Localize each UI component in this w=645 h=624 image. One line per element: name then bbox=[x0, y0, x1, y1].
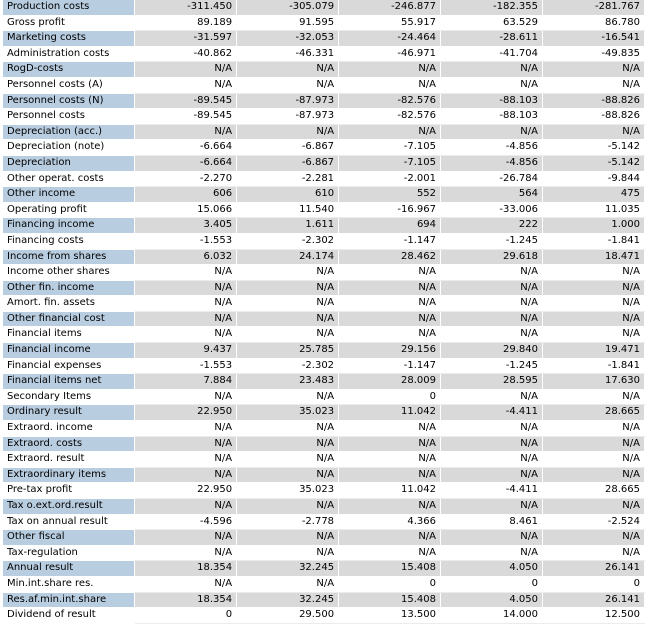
table-row bbox=[3, 62, 645, 78]
cell-value: N/A bbox=[135, 421, 237, 437]
cell-value: N/A bbox=[543, 77, 645, 93]
cell-value: N/A bbox=[135, 545, 237, 561]
table-row bbox=[3, 358, 645, 374]
cell-value: -2.302 bbox=[237, 358, 339, 374]
cell-value: 0 bbox=[543, 576, 645, 592]
financial-table bbox=[3, 0, 645, 624]
cell-value: 28.665 bbox=[543, 405, 645, 421]
cell-value: 222 bbox=[441, 218, 543, 234]
cell-value: -7.105 bbox=[339, 140, 441, 156]
cell-value: 564 bbox=[441, 187, 543, 203]
row-label: Administration costs bbox=[3, 46, 135, 62]
cell-value: 35.023 bbox=[237, 483, 339, 499]
table-row bbox=[3, 109, 645, 125]
cell-value: -88.826 bbox=[543, 93, 645, 109]
cell-value: -4.856 bbox=[441, 140, 543, 156]
cell-value: -4.856 bbox=[441, 155, 543, 171]
cell-value: -281.767 bbox=[543, 0, 645, 15]
cell-value: N/A bbox=[237, 327, 339, 343]
cell-value: -5.142 bbox=[543, 140, 645, 156]
cell-value: -246.877 bbox=[339, 0, 441, 15]
cell-value: -89.545 bbox=[135, 109, 237, 125]
cell-value: 15.408 bbox=[339, 592, 441, 608]
cell-value: 610 bbox=[237, 187, 339, 203]
table-row bbox=[3, 171, 645, 187]
cell-value: N/A bbox=[441, 62, 543, 78]
cell-value: 29.840 bbox=[441, 343, 543, 359]
cell-value: 24.174 bbox=[237, 249, 339, 265]
cell-value: N/A bbox=[135, 530, 237, 546]
cell-value: N/A bbox=[339, 265, 441, 281]
cell-value: -2.270 bbox=[135, 171, 237, 187]
cell-value: 552 bbox=[339, 187, 441, 203]
cell-value: 28.595 bbox=[441, 374, 543, 390]
cell-value: N/A bbox=[543, 530, 645, 546]
cell-value: 18.354 bbox=[135, 592, 237, 608]
cell-value: 28.665 bbox=[543, 483, 645, 499]
cell-value: 89.189 bbox=[135, 15, 237, 31]
cell-value: 17.630 bbox=[543, 374, 645, 390]
cell-value: N/A bbox=[237, 77, 339, 93]
table-row bbox=[3, 140, 645, 156]
cell-value: 23.483 bbox=[237, 374, 339, 390]
table-row bbox=[3, 374, 645, 390]
table-row bbox=[3, 15, 645, 31]
cell-value: N/A bbox=[237, 296, 339, 312]
cell-value: -49.835 bbox=[543, 46, 645, 62]
table-row bbox=[3, 296, 645, 312]
row-label: Tax on annual result bbox=[3, 514, 135, 530]
row-label: Operating profit bbox=[3, 202, 135, 218]
cell-value: -2.281 bbox=[237, 171, 339, 187]
cell-value: -1.841 bbox=[543, 233, 645, 249]
cell-value: -87.973 bbox=[237, 93, 339, 109]
cell-value: 3.405 bbox=[135, 218, 237, 234]
row-label: Financing costs bbox=[3, 233, 135, 249]
row-label: Dividend of result bbox=[3, 608, 135, 624]
row-label: Financial income bbox=[3, 343, 135, 359]
table-row bbox=[3, 0, 645, 15]
cell-value: N/A bbox=[237, 124, 339, 140]
cell-value: 15.408 bbox=[339, 561, 441, 577]
cell-value: N/A bbox=[543, 436, 645, 452]
row-label: Res.af.min.int.share bbox=[3, 592, 135, 608]
cell-value: 0 bbox=[339, 389, 441, 405]
cell-value: N/A bbox=[339, 62, 441, 78]
cell-value: N/A bbox=[441, 389, 543, 405]
cell-value: 35.023 bbox=[237, 405, 339, 421]
cell-value: N/A bbox=[543, 545, 645, 561]
cell-value: 15.066 bbox=[135, 202, 237, 218]
row-label: Depreciation bbox=[3, 155, 135, 171]
row-label: Income other shares bbox=[3, 265, 135, 281]
cell-value: N/A bbox=[543, 311, 645, 327]
cell-value: N/A bbox=[543, 452, 645, 468]
cell-value: N/A bbox=[339, 436, 441, 452]
cell-value: 7.884 bbox=[135, 374, 237, 390]
row-label: Min.int.share res. bbox=[3, 576, 135, 592]
cell-value: 28.462 bbox=[339, 249, 441, 265]
cell-value: N/A bbox=[339, 124, 441, 140]
cell-value: 4.050 bbox=[441, 561, 543, 577]
row-label: Personnel costs bbox=[3, 109, 135, 125]
table-row bbox=[3, 93, 645, 109]
cell-value: -1.245 bbox=[441, 358, 543, 374]
table-row bbox=[3, 311, 645, 327]
cell-value: N/A bbox=[543, 265, 645, 281]
cell-value: -46.331 bbox=[237, 46, 339, 62]
cell-value: 32.245 bbox=[237, 561, 339, 577]
row-label: Depreciation (note) bbox=[3, 140, 135, 156]
cell-value: -305.079 bbox=[237, 0, 339, 15]
cell-value: N/A bbox=[237, 499, 339, 515]
row-label: Amort. fin. assets bbox=[3, 296, 135, 312]
table-row bbox=[3, 31, 645, 47]
table-row bbox=[3, 483, 645, 499]
cell-value: -33.006 bbox=[441, 202, 543, 218]
cell-value: 6.032 bbox=[135, 249, 237, 265]
cell-value: N/A bbox=[339, 327, 441, 343]
cell-value: -31.597 bbox=[135, 31, 237, 47]
cell-value: N/A bbox=[135, 77, 237, 93]
row-label: Financial expenses bbox=[3, 358, 135, 374]
table-row bbox=[3, 514, 645, 530]
cell-value: N/A bbox=[543, 280, 645, 296]
cell-value: N/A bbox=[237, 576, 339, 592]
cell-value: -1.147 bbox=[339, 358, 441, 374]
cell-value: -4.411 bbox=[441, 405, 543, 421]
table-row bbox=[3, 327, 645, 343]
table-row bbox=[3, 77, 645, 93]
cell-value: N/A bbox=[543, 421, 645, 437]
table-row bbox=[3, 499, 645, 515]
cell-value: 606 bbox=[135, 187, 237, 203]
cell-value: -2.001 bbox=[339, 171, 441, 187]
cell-value: -6.664 bbox=[135, 155, 237, 171]
cell-value: 18.471 bbox=[543, 249, 645, 265]
cell-value: N/A bbox=[237, 62, 339, 78]
cell-value: -2.524 bbox=[543, 514, 645, 530]
cell-value: -41.704 bbox=[441, 46, 543, 62]
cell-value: N/A bbox=[237, 545, 339, 561]
cell-value: -4.596 bbox=[135, 514, 237, 530]
row-label: Other fiscal bbox=[3, 530, 135, 546]
cell-value: 22.950 bbox=[135, 405, 237, 421]
table-row bbox=[3, 249, 645, 265]
cell-value: -2.778 bbox=[237, 514, 339, 530]
cell-value: 9.437 bbox=[135, 343, 237, 359]
cell-value: N/A bbox=[339, 545, 441, 561]
cell-value: -5.142 bbox=[543, 155, 645, 171]
cell-value: N/A bbox=[339, 311, 441, 327]
cell-value: N/A bbox=[339, 77, 441, 93]
table-row bbox=[3, 46, 645, 62]
cell-value: 91.595 bbox=[237, 15, 339, 31]
table-row bbox=[3, 608, 645, 624]
cell-value: N/A bbox=[441, 436, 543, 452]
cell-value: N/A bbox=[543, 124, 645, 140]
cell-value: N/A bbox=[237, 452, 339, 468]
cell-value: N/A bbox=[135, 467, 237, 483]
cell-value: N/A bbox=[237, 311, 339, 327]
cell-value: -88.826 bbox=[543, 109, 645, 125]
cell-value: N/A bbox=[135, 499, 237, 515]
cell-value: N/A bbox=[135, 311, 237, 327]
cell-value: N/A bbox=[441, 265, 543, 281]
cell-value: N/A bbox=[135, 62, 237, 78]
row-label: Annual result bbox=[3, 561, 135, 577]
row-label: Ordinary result bbox=[3, 405, 135, 421]
cell-value: N/A bbox=[237, 389, 339, 405]
table-row bbox=[3, 343, 645, 359]
cell-value: -82.576 bbox=[339, 93, 441, 109]
cell-value: N/A bbox=[135, 280, 237, 296]
cell-value: -1.553 bbox=[135, 233, 237, 249]
cell-value: -16.541 bbox=[543, 31, 645, 47]
cell-value: 29.156 bbox=[339, 343, 441, 359]
cell-value: N/A bbox=[543, 389, 645, 405]
cell-value: 1.000 bbox=[543, 218, 645, 234]
cell-value: -182.355 bbox=[441, 0, 543, 15]
cell-value: 8.461 bbox=[441, 514, 543, 530]
cell-value: N/A bbox=[339, 452, 441, 468]
table-row bbox=[3, 436, 645, 452]
cell-value: -1.245 bbox=[441, 233, 543, 249]
row-label: Secondary Items bbox=[3, 389, 135, 405]
cell-value: N/A bbox=[339, 530, 441, 546]
cell-value: N/A bbox=[543, 467, 645, 483]
row-label: Extraord. result bbox=[3, 452, 135, 468]
cell-value: 11.540 bbox=[237, 202, 339, 218]
cell-value: 11.042 bbox=[339, 405, 441, 421]
row-label: Other financial cost bbox=[3, 311, 135, 327]
cell-value: N/A bbox=[441, 327, 543, 343]
cell-value: N/A bbox=[441, 296, 543, 312]
cell-value: 14.000 bbox=[441, 608, 543, 624]
cell-value: N/A bbox=[441, 124, 543, 140]
cell-value: -9.844 bbox=[543, 171, 645, 187]
cell-value: N/A bbox=[441, 452, 543, 468]
row-label: Income from shares bbox=[3, 249, 135, 265]
cell-value: N/A bbox=[237, 280, 339, 296]
cell-value: 0 bbox=[339, 576, 441, 592]
cell-value: N/A bbox=[339, 280, 441, 296]
cell-value: N/A bbox=[543, 62, 645, 78]
row-label: Extraordinary items bbox=[3, 467, 135, 483]
cell-value: 11.042 bbox=[339, 483, 441, 499]
row-label: Personnel costs (A) bbox=[3, 77, 135, 93]
row-label: Personnel costs (N) bbox=[3, 93, 135, 109]
cell-value: 63.529 bbox=[441, 15, 543, 31]
table-row bbox=[3, 545, 645, 561]
cell-value: 25.785 bbox=[237, 343, 339, 359]
cell-value: N/A bbox=[543, 499, 645, 515]
table-row bbox=[3, 187, 645, 203]
cell-value: -24.464 bbox=[339, 31, 441, 47]
cell-value: 19.471 bbox=[543, 343, 645, 359]
cell-value: -1.147 bbox=[339, 233, 441, 249]
table-row bbox=[3, 218, 645, 234]
cell-value: -88.103 bbox=[441, 109, 543, 125]
table-row bbox=[3, 233, 645, 249]
cell-value: -89.545 bbox=[135, 93, 237, 109]
row-label: Financing income bbox=[3, 218, 135, 234]
cell-value: N/A bbox=[543, 327, 645, 343]
cell-value: N/A bbox=[135, 389, 237, 405]
cell-value: 0 bbox=[441, 576, 543, 592]
cell-value: N/A bbox=[441, 77, 543, 93]
row-label: Tax-regulation bbox=[3, 545, 135, 561]
cell-value: 55.917 bbox=[339, 15, 441, 31]
cell-value: 13.500 bbox=[339, 608, 441, 624]
row-label: Tax o.ext.ord.result bbox=[3, 499, 135, 515]
cell-value: N/A bbox=[135, 296, 237, 312]
financial-table-body bbox=[3, 0, 645, 623]
row-label: Depreciation (acc.) bbox=[3, 124, 135, 140]
row-label: Other fin. income bbox=[3, 280, 135, 296]
row-label: Gross profit bbox=[3, 15, 135, 31]
cell-value: -16.967 bbox=[339, 202, 441, 218]
table-row bbox=[3, 389, 645, 405]
cell-value: N/A bbox=[135, 265, 237, 281]
cell-value: N/A bbox=[339, 499, 441, 515]
row-label: Extraord. costs bbox=[3, 436, 135, 452]
cell-value: -82.576 bbox=[339, 109, 441, 125]
cell-value: N/A bbox=[237, 421, 339, 437]
table-row bbox=[3, 155, 645, 171]
cell-value: -46.971 bbox=[339, 46, 441, 62]
cell-value: N/A bbox=[237, 265, 339, 281]
table-row bbox=[3, 405, 645, 421]
table-row bbox=[3, 421, 645, 437]
cell-value: 26.141 bbox=[543, 592, 645, 608]
cell-value: 0 bbox=[135, 608, 237, 624]
row-label: Extraord. income bbox=[3, 421, 135, 437]
cell-value: N/A bbox=[237, 436, 339, 452]
cell-value: -87.973 bbox=[237, 109, 339, 125]
cell-value: -4.411 bbox=[441, 483, 543, 499]
row-label: Other operat. costs bbox=[3, 171, 135, 187]
table-row bbox=[3, 265, 645, 281]
cell-value: -311.450 bbox=[135, 0, 237, 15]
cell-value: -6.867 bbox=[237, 140, 339, 156]
row-label: Financial items bbox=[3, 327, 135, 343]
cell-value: -1.841 bbox=[543, 358, 645, 374]
cell-value: -2.302 bbox=[237, 233, 339, 249]
cell-value: -7.105 bbox=[339, 155, 441, 171]
row-label: RogD-costs bbox=[3, 62, 135, 78]
cell-value: N/A bbox=[441, 467, 543, 483]
table-row bbox=[3, 592, 645, 608]
table-row bbox=[3, 124, 645, 140]
cell-value: N/A bbox=[237, 530, 339, 546]
cell-value: -40.862 bbox=[135, 46, 237, 62]
row-label: Production costs bbox=[3, 0, 135, 15]
cell-value: N/A bbox=[441, 545, 543, 561]
cell-value: -6.867 bbox=[237, 155, 339, 171]
cell-value: 4.366 bbox=[339, 514, 441, 530]
cell-value: N/A bbox=[339, 296, 441, 312]
row-label: Marketing costs bbox=[3, 31, 135, 47]
cell-value: 694 bbox=[339, 218, 441, 234]
table-row bbox=[3, 561, 645, 577]
table-row bbox=[3, 576, 645, 592]
cell-value: 12.500 bbox=[543, 608, 645, 624]
cell-value: 11.035 bbox=[543, 202, 645, 218]
cell-value: N/A bbox=[441, 530, 543, 546]
cell-value: N/A bbox=[135, 327, 237, 343]
cell-value: 29.500 bbox=[237, 608, 339, 624]
table-row bbox=[3, 202, 645, 218]
cell-value: -88.103 bbox=[441, 93, 543, 109]
cell-value: 86.780 bbox=[543, 15, 645, 31]
table-row bbox=[3, 452, 645, 468]
cell-value: 29.618 bbox=[441, 249, 543, 265]
cell-value: 32.245 bbox=[237, 592, 339, 608]
cell-value: -28.611 bbox=[441, 31, 543, 47]
row-label: Other income bbox=[3, 187, 135, 203]
table-row bbox=[3, 280, 645, 296]
cell-value: N/A bbox=[543, 296, 645, 312]
cell-value: -1.553 bbox=[135, 358, 237, 374]
cell-value: 1.611 bbox=[237, 218, 339, 234]
cell-value: N/A bbox=[135, 436, 237, 452]
cell-value: 28.009 bbox=[339, 374, 441, 390]
cell-value: N/A bbox=[441, 499, 543, 515]
cell-value: N/A bbox=[441, 311, 543, 327]
cell-value: -26.784 bbox=[441, 171, 543, 187]
row-label: Financial items net bbox=[3, 374, 135, 390]
table-row bbox=[3, 467, 645, 483]
cell-value: N/A bbox=[339, 421, 441, 437]
cell-value: N/A bbox=[135, 576, 237, 592]
cell-value: 26.141 bbox=[543, 561, 645, 577]
cell-value: N/A bbox=[135, 452, 237, 468]
cell-value: 22.950 bbox=[135, 483, 237, 499]
cell-value: -32.053 bbox=[237, 31, 339, 47]
cell-value: N/A bbox=[441, 421, 543, 437]
cell-value: 4.050 bbox=[441, 592, 543, 608]
cell-value: -6.664 bbox=[135, 140, 237, 156]
cell-value: N/A bbox=[237, 467, 339, 483]
cell-value: 18.354 bbox=[135, 561, 237, 577]
row-label: Pre-tax profit bbox=[3, 483, 135, 499]
cell-value: 475 bbox=[543, 187, 645, 203]
cell-value: N/A bbox=[339, 467, 441, 483]
table-row bbox=[3, 530, 645, 546]
cell-value: N/A bbox=[135, 124, 237, 140]
cell-value: N/A bbox=[441, 280, 543, 296]
